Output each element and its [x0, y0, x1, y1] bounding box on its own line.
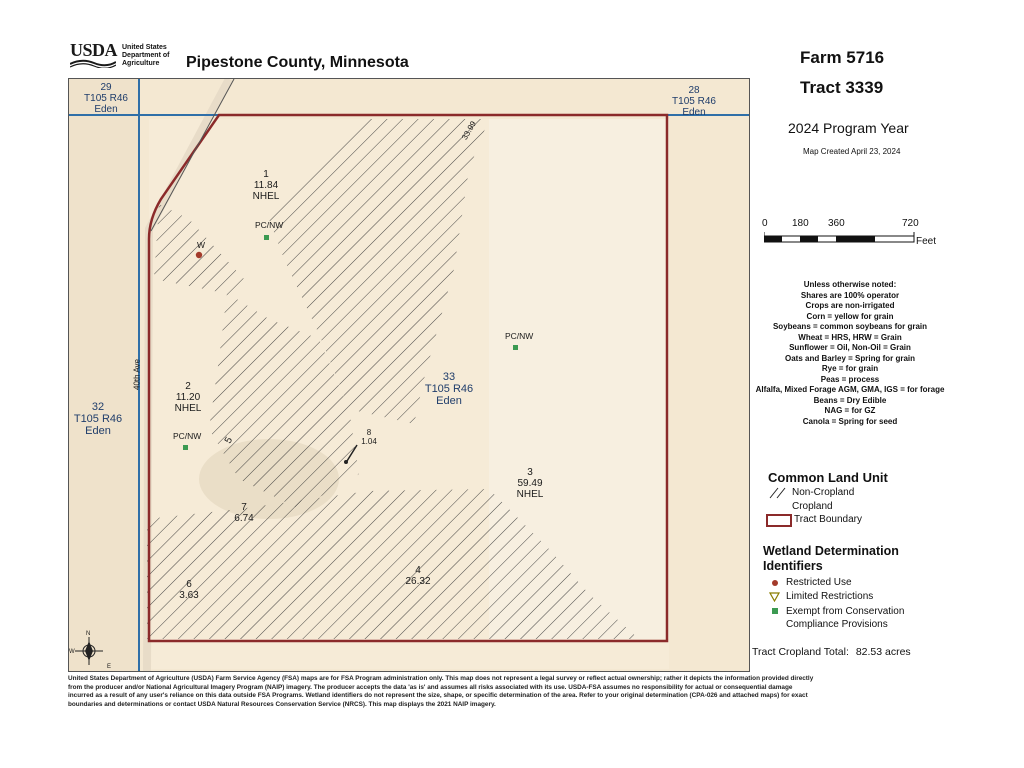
field-7-label: 7 6.74 — [234, 502, 254, 524]
field-6-label: 6 3.63 — [179, 579, 199, 601]
field-8-label: 8 1.04 — [361, 428, 377, 446]
legend-wetland-title: Wetland Determination Identifiers — [763, 544, 899, 573]
disclaimer: United States Department of Agriculture (USDA) Farm Service Agency (FSA) maps are for FSA Program administration only. This map does not represent a legal survey or reflect actual ownership; rather it depicts the information provided directly from the producer and/or National Agricultural Imagery Program (NAIP) imagery. The producer accepts the data 'as is' and assumes all risks associated with its use. USDA-FSA assumes no responsibility for actual or consequential damage incurred as a result of any user's reliance on this data outside FSA Programs. Wetland identifiers do not represent the size, shape, or specific determination of the area. Refer to your original determination (CPA-026 and attached maps) for exact boundaries and determinations or contact USDA Natural Resources Conservation Service (NRCS). This map displays the 2021 NAIP imagery. — [68, 675, 814, 708]
map-created-date: Map Created April 23, 2024 — [803, 147, 901, 156]
scale-tick-720: 720 — [902, 218, 919, 229]
section-29-label: 29 T105 R46 Eden — [84, 82, 128, 115]
field-2-label: 2 11.20 NHEL — [174, 381, 202, 414]
scale-tick-360: 360 — [828, 218, 845, 229]
wetland-label-2: PC/NW — [505, 331, 534, 341]
road-label-40th-ave: 40th Ave — [132, 359, 142, 390]
restricted-use-label: W — [197, 240, 206, 250]
compass-n: N — [86, 631, 91, 637]
scale-unit: Feet — [916, 236, 937, 247]
scale-bar — [762, 218, 972, 252]
agency-name: United States Department of Agriculture — [122, 44, 170, 67]
field-1-label: 1 11.84 NHEL — [252, 169, 280, 202]
section-33-label: 33 T105 R46 Eden — [424, 371, 474, 407]
legend-clu-title: Common Land Unit — [768, 470, 888, 485]
non-cropland-swatch-icon — [768, 486, 790, 500]
crop-notes: Unless otherwise noted: Shares are 100% operator Crops are non-irrigated Corn = yellow for grain Soybeans = common soybeans for grain Wheat = HRS, HRW = Grain Sunflower = Oil, Non-Oil = Grain Oats and Barley = Spring for grain Rye = for grain Peas = process Alfalfa, Mixed Forage AGM, GMA, IGS = for forage Beans = Dry Edible NAG = for GZ Canola = Spring for seed — [755, 280, 945, 426]
tract-boundary-swatch-icon — [766, 514, 792, 527]
county-title: Pipestone County, Minnesota — [186, 54, 409, 71]
road-measure-label: 33.99 — [460, 119, 478, 142]
limited-restrictions-icon — [769, 592, 781, 602]
wetland-label-3: PC/NW — [173, 431, 202, 441]
exempt-marker-2[interactable] — [513, 345, 518, 350]
section-32-label: 32 T105 R46 Eden — [73, 401, 123, 437]
legend-cropland: Cropland — [792, 501, 833, 512]
farm-number: Farm 5716 — [800, 48, 885, 67]
usda-logo-text: USDA — [70, 40, 118, 60]
legend-restricted-use: Restricted Use — [786, 577, 852, 588]
legend-tract-boundary: Tract Boundary — [794, 514, 862, 525]
scale-tick-0: 0 — [762, 218, 768, 229]
tract-number: Tract 3339 — [800, 78, 884, 97]
tract-cropland-total: Tract Cropland Total: 82.53 acres — [752, 646, 911, 658]
exempt-icon — [771, 607, 781, 617]
legend-exempt: Exempt from Conservation Compliance Provisions — [786, 606, 905, 630]
usda-logo — [70, 40, 116, 68]
section-28-label: 28 T105 R46 Eden — [672, 85, 716, 118]
wetland-label-1: PC/NW — [255, 220, 284, 230]
legend-non-cropland: Non-Cropland — [792, 487, 855, 498]
field-5-label: 5 — [222, 435, 236, 446]
map-frame[interactable] — [68, 78, 750, 672]
restricted-use-marker[interactable] — [196, 252, 202, 258]
compass-w: W — [69, 649, 75, 655]
legend-limited-restrictions: Limited Restrictions — [786, 591, 874, 602]
field-4-label: 4 26.32 — [405, 565, 431, 587]
exempt-marker-3[interactable] — [183, 445, 188, 450]
field-3-label: 3 59.49 NHEL — [516, 467, 544, 500]
program-year: 2024 Program Year — [788, 120, 909, 136]
scale-tick-180: 180 — [792, 218, 809, 229]
restricted-use-icon — [771, 578, 781, 588]
compass-e: E — [107, 664, 112, 670]
exempt-marker-1[interactable] — [264, 235, 269, 240]
